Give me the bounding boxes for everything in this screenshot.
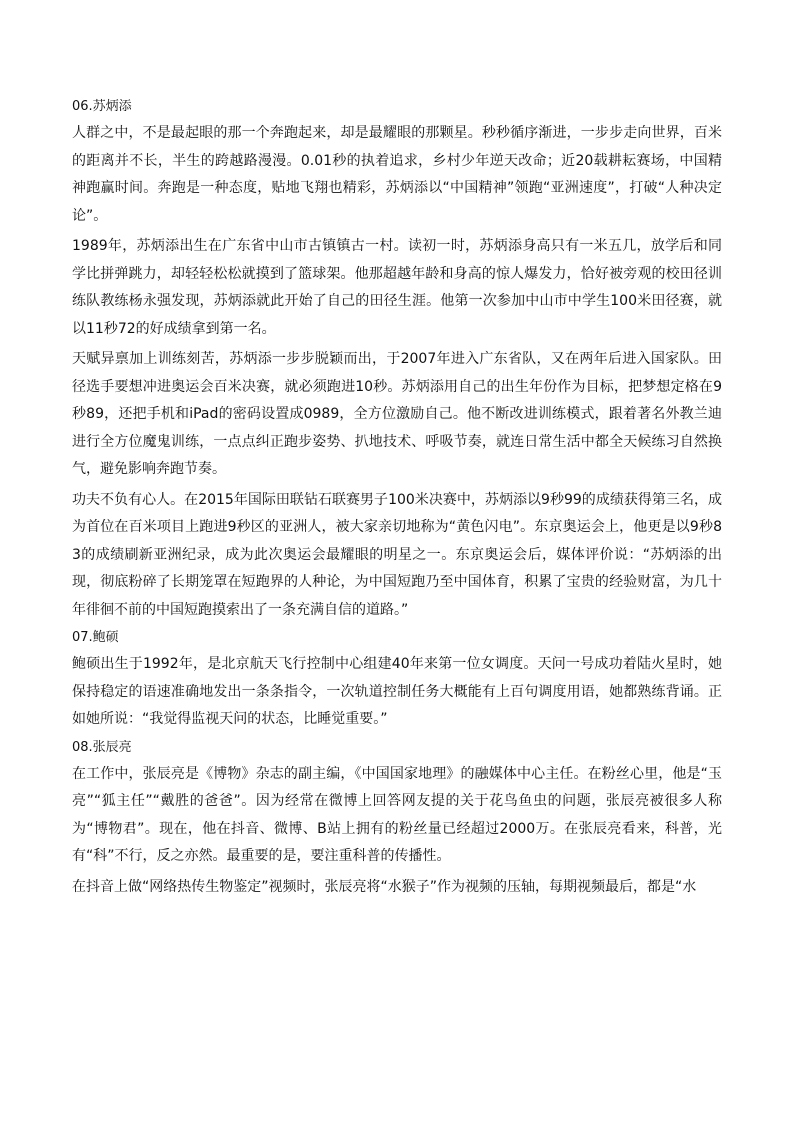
paragraph: 在工作中，张辰亮是《博物》杂志的副主编，《中国国家地理》的融媒体中心主任。在粉丝心里，他是“玉亮”“狐主任”“戴胜的爸爸”。因为经常在微博上回答网友提的关于花鸟鱼虫的问题，张辰亮被很多人称为“博物君”。现在，他在抖音、微博、B站上拥有的粉丝量已经超过2000万。在张辰亮看来，科普，光有“科”不行，反之亦然。最重要的是，要注重科普的传播性。 <box>72 765 722 864</box>
paragraph: 天赋异禀加上训练刻苦，苏炳添一步步脱颖而出，于2007年进入广东省队，又在两年后进入国家队。田径选手要想冲进奥运会百米决赛，就必须跑进10秒。苏炳添用自己的出生年份作为目标，把梦想定格在9秒89，还把手机和iPad的密码设置成0989，全方位激励自己。他不断改进训练模式，跟着著名外教兰迪进行全方位魔鬼训练，一点点纠正跑步姿势、扒地技术、呼吸节奏，就连日常生活中都全天候练习自然换气，避免影响奔跑节奏。 <box>72 351 722 477</box>
document-page <box>72 96 722 904</box>
section-zhang-chenliang <box>72 737 722 902</box>
section-su-bingtian <box>72 96 722 624</box>
paragraph: 功夫不负有心人。在2015年国际田联钻石联赛男子100米决赛中，苏炳添以9秒99的成绩获得第三名，成为首位在百米项目上跑进9秒区的亚洲人，被大家亲切地称为“黄色闪电”。东京奥运会上，他更是以9秒83的成绩刷新亚洲纪录，成为此次奥运会最耀眼的明星之一。东京奥运会后，媒体评价说：“苏炳添的出现，彻底粉碎了长期笼罩在短跑界的人种论，为中国短跑乃至中国体育，积累了宝贵的经验财富，为几十年徘徊不前的中国短跑摸索出了一条充满自信的道路。” <box>72 491 722 618</box>
section-heading: 08.张辰亮 <box>72 739 132 755</box>
paragraph: 鲍硕出生于1992年，是北京航天飞行控制中心组建40年来第一位女调度。天问一号成功着陆火星时，她保持稳定的语速准确地发出一条条指令，一次轨道控制任务大概能有上百句调度用语，她都熟练背诵。正如她所说：“我觉得监视天问的状态，比睡觉重要。” <box>72 656 722 727</box>
paragraph: 人群之中，不是最起眼的那一个奔跑起来，却是最耀眼的那颗星。秒秒循序渐进，一步步走向世界，百米的距离并不长，半生的跨越路漫漫。0.01秒的执着追求，乡村少年逆天改命；近20载耕耘赛场，中国精神跑赢时间。奔跑是一种态度，贴地飞翔也精彩，苏炳添以“中国精神”领跑“亚洲速度”，打破“人种决定论”。 <box>72 125 722 224</box>
section-heading: 06.苏炳添 <box>72 99 132 114</box>
section-heading: 07.鲍硕 <box>72 630 119 645</box>
paragraph: 1989年，苏炳添出生在广东省中山市古镇镇古一村。读初一时，苏炳添身高只有一米五几，放学后和同学比拼弹跳力，却轻轻松松就摸到了篮球架。他那超越年龄和身高的惊人爆发力，恰好被旁观的校田径训练队教练杨永强发现，苏炳添就此开始了自己的田径生涯。他第一次参加中山市中学生100米田径赛，就以11秒72的好成绩拿到第一名。 <box>72 238 722 337</box>
section-bao-shuo <box>72 627 722 734</box>
paragraph: 在抖音上做“网络热传生物鉴定”视频时，张辰亮将“水猴子”作为视频的压轴，每期视频最后，都是“水 <box>72 878 697 895</box>
